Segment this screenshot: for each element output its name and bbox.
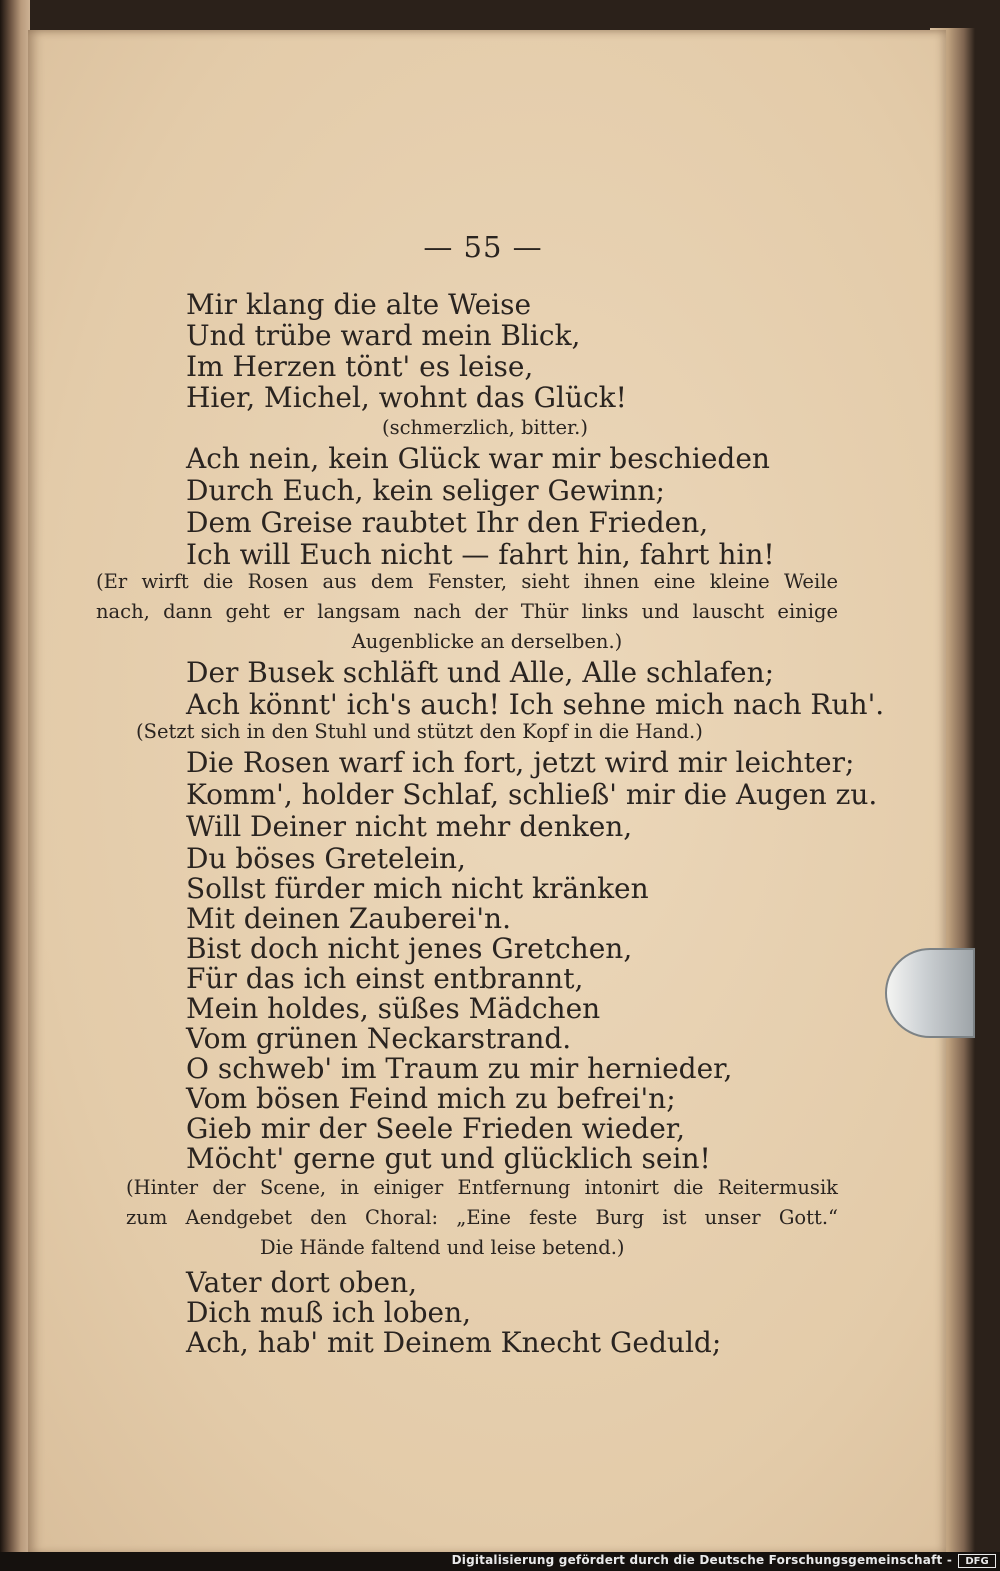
verse-line: Sollst fürder mich nicht kränken bbox=[186, 872, 649, 905]
stage-direction: nach, dann geht er langsam nach der Thür links und lauscht einige bbox=[96, 600, 838, 623]
verse-line: Du böses Gretelein, bbox=[186, 842, 466, 875]
verse-line: Gieb mir der Seele Frieden wieder, bbox=[186, 1112, 685, 1145]
verse-line: Durch Euch, kein seliger Gewinn; bbox=[186, 474, 665, 507]
verse-line: Dem Greise raubtet Ihr den Frieden, bbox=[186, 506, 709, 539]
verse-line: Hier, Michel, wohnt das Glück! bbox=[186, 381, 627, 414]
verse-line: Im Herzen tönt' es leise, bbox=[186, 350, 534, 383]
verse-line: Für das ich einst entbrannt, bbox=[186, 962, 584, 995]
verse-line: Die Rosen warf ich fort, jetzt wird mir leichter; bbox=[186, 746, 855, 779]
digitization-credit: Digitalisierung gefördert durch die Deutsche Forschungsgemeinschaft - bbox=[451, 1553, 952, 1567]
stage-direction: (schmerzlich, bitter.) bbox=[382, 416, 588, 439]
verse-line: O schweb' im Traum zu mir hernieder, bbox=[186, 1052, 733, 1085]
verse-line: Vom bösen Feind mich zu befrei'n; bbox=[186, 1082, 676, 1115]
book-page bbox=[28, 30, 946, 1555]
verse-line: Bist doch nicht jenes Gretchen, bbox=[186, 932, 633, 965]
verse-line: Komm', holder Schlaf, schließ' mir die Augen zu. bbox=[186, 778, 878, 811]
book-left-edge bbox=[0, 0, 30, 1571]
verse-line: Möcht' gerne gut und glücklich sein! bbox=[186, 1142, 711, 1175]
verse-line: Und trübe ward mein Blick, bbox=[186, 319, 581, 352]
dfg-logo: DFG bbox=[958, 1554, 996, 1568]
page-number: — 55 — bbox=[423, 230, 543, 264]
verse-line: Ach nein, kein Glück war mir beschieden bbox=[186, 442, 770, 475]
verse-line: Dich muß ich loben, bbox=[186, 1296, 472, 1329]
stage-direction: zum Aendgebet den Choral: „Eine feste Burg ist unser Gott.“ bbox=[126, 1206, 838, 1229]
verse-line: Ach könnt' ich's auch! Ich sehne mich nach Ruh'. bbox=[186, 688, 885, 721]
verse-line: Vater dort oben, bbox=[186, 1266, 418, 1299]
stage-direction: Augenblicke an derselben.) bbox=[351, 630, 623, 653]
verse-line: Vom grünen Neckarstrand. bbox=[186, 1022, 572, 1055]
verse-line: Will Deiner nicht mehr denken, bbox=[186, 810, 633, 843]
stage-direction: (Setzt sich in den Stuhl und stützt den Kopf in die Hand.) bbox=[136, 720, 703, 743]
verse-line: Mit deinen Zauberei'n. bbox=[186, 902, 511, 935]
verse-line: Mir klang die alte Weise bbox=[186, 288, 532, 321]
verse-line: Mein holdes, süßes Mädchen bbox=[186, 992, 601, 1025]
page-holder-clip bbox=[885, 948, 975, 1038]
verse-line: Ich will Euch nicht — fahrt hin, fahrt hin! bbox=[186, 538, 775, 571]
verse-line: Ach, hab' mit Deinem Knecht Geduld; bbox=[186, 1326, 722, 1359]
stage-direction: (Er wirft die Rosen aus dem Fenster, sieht ihnen eine kleine Weile bbox=[96, 570, 838, 593]
stage-direction: (Hinter der Scene, in einiger Entfernung intonirt die Reitermusik bbox=[126, 1176, 838, 1199]
verse-line: Der Busek schläft und Alle, Alle schlafen; bbox=[186, 656, 775, 689]
stage-direction: Die Hände faltend und leise betend.) bbox=[260, 1236, 625, 1259]
